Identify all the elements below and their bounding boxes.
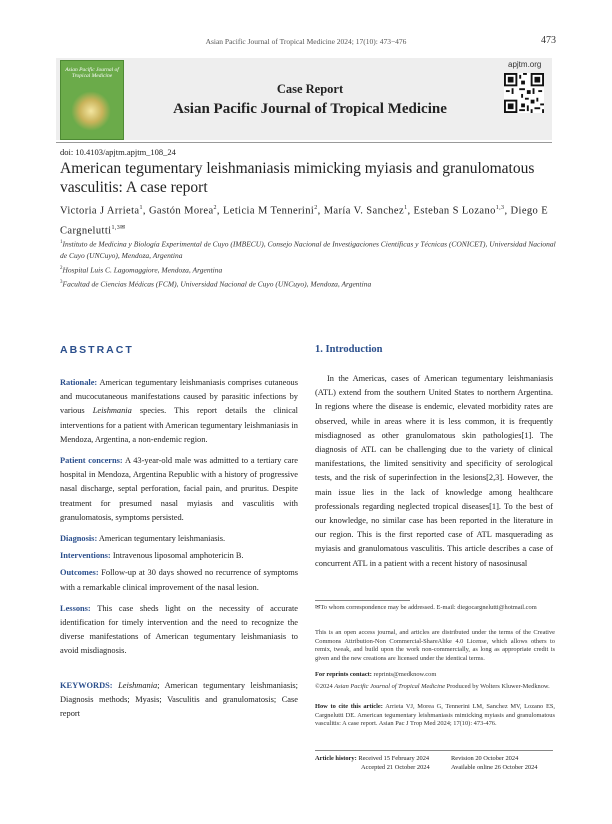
affiliation: $^1$Instituto de Medicina y Biología Experimental de Cuyo (IMBECU), Consejo Nacional de Investigaciones Científicas y Técnicas (CONICET), Universidad Nacional de Cuyo (UNCuyo), Mendoza, Argentina: [60, 239, 556, 260]
divider: [56, 142, 552, 143]
abstract-concerns: Patient concerns: A 43-year-old male was admitted to a tertiary care hospital in Mendoza, Argentina Republic with a history of progressive nasal discharge, septal perforation, facial pain, and pruritus. Despite treatment for presumed nasal myiasis and vasculitis with granulomatosis, symptoms persisted.: [60, 456, 298, 522]
author-affil-mark: 1,3: [495, 205, 505, 211]
running-head: Asian Pacific Journal of Tropical Medicine 2024; 17(10): 473−476: [205, 37, 407, 46]
online-date: Available online 26 October 2024: [451, 764, 538, 771]
author: María V. Sanchez: [323, 205, 405, 217]
abstract-diagnosis: Diagnosis: American tegumentary leishmaniasis.: [60, 534, 226, 544]
correspondence-note: ✉To whom correspondence may be addressed. E-mail: diegocargnelutti@hotmail.com: [315, 604, 537, 611]
doi[interactable]: doi: 10.4103/apjtm.apjtm_108_24: [60, 147, 176, 157]
article-history: [315, 754, 555, 772]
cover-emblem: [71, 91, 111, 131]
abstract-rationale: Rationale: American tegumentary leishmaniasis comprises cutaneous and mucocutaneous manifestations caused by parasitic infections by various Leishmania species. This report details the clinical interventions for a patient with American tegumentary leishmaniasis in Mendoza, Argentina, a non-endemic region.: [60, 378, 298, 444]
author: Leticia M Tennerini: [222, 205, 315, 217]
revision-date: Revision 20 October 2024: [451, 755, 519, 762]
history-label: Article history:: [315, 755, 357, 762]
intro-body: [315, 372, 553, 571]
abstract-heading: ABSTRACT: [60, 344, 134, 356]
page-number: 473: [541, 35, 556, 46]
abstract-outcomes: Outcomes: Follow-up at 30 days showed no recurrence of symptoms with a remarkable clinical improvement of the nasal lesion.: [60, 568, 298, 592]
intro-heading: 1. Introduction: [315, 344, 383, 355]
author: Victoria J Arrieta: [60, 205, 140, 217]
affiliation: $^3$Facultad de Ciencias Médicas (FCM), Universidad Nacional de Cuyo (UNCuyo), Mendoza, Argentina: [60, 279, 372, 289]
journal-cover-image: [60, 60, 124, 140]
footnote-divider: [315, 600, 410, 601]
affiliation: $^2$Hospital Luis C. Lagomaggiore, Mendoza, Argentina: [60, 265, 223, 275]
intro-paragraph: In the Americas, cases of American tegumentary leishmaniasis (ATL) extend from the southern United States to northern Argentina. In regions where the disease is endemic, elevated morbidity rates are observed, while in areas where it is less common, it is frequently misdiagnosed as other granulomatous skin pathologies[1]. The diagnosis of ATL can be challenging due to the variety of clinical manifestations, the limited sensitivity and specificity of serological tests, and the risk of superinfection in the lesions[2,3]. However, the main issue lies in the lack of knowledge among healthcare professionals regarding neglected tropical diseases[1]. To the best of our knowledge, no similar case has been reported in the literature in our region. This is the first reported case of ATL masquerading as myiasis and granulomatous vasculitis. This article describes a case of concurrent ATL in a patient with a recent history of nasosinusal: [315, 374, 553, 568]
keywords: KEYWORDS: Leishmania; American tegumentary leishmaniasis; Diagnosis methods; Myasis; Vasculitis and granulomatosis; Case report: [60, 680, 298, 719]
abstract-body: [60, 376, 298, 728]
author-list: Victoria J Arrieta$^1$, Gastón Morea$^2$, Leticia M Tennerini$^2$, María V. Sanchez$^1$, Esteban S Lozano$^{1,3}$, Diego E Cargnelutti$^{1,3✉}$: [60, 205, 549, 236]
author-affil-mark: 2: [213, 205, 217, 211]
journal-title: Asian Pacific Journal of Tropical Medicine: [173, 101, 447, 117]
abstract-interventions: Interventions: Intravenous liposomal amphotericin B.: [60, 551, 244, 561]
journal-banner: [56, 58, 552, 140]
copyright-note: ©2024 Asian Pacific Journal of Tropical Medicine Produced by Wolters Kluwer-Medknow.: [315, 683, 550, 690]
article-title: American tegumentary leishmaniasis mimicking myiasis and granulomatous vasculitis: A case report: [60, 160, 535, 196]
citation-note: How to cite this article: Arrieta VJ, Morea G, Tennerini LM, Sanchez MV, Lozano ES, Cargnelutti DE. American tegumentary leishmaniasis mimicking myiasis and granulomatous vasculitis: A case report. Asian Pac J Trop Med 2024; 17(10): 473-476.: [315, 703, 555, 727]
author: Diego E Cargnelutti: [60, 205, 549, 236]
reprints-note: For reprints contact: reprints@medknow.com: [315, 671, 437, 678]
author: Esteban S Lozano: [413, 205, 496, 217]
author: Gastón Morea: [148, 205, 214, 217]
author-affil-mark: 1,3✉: [111, 224, 126, 231]
license-note: This is an open access journal, and articles are distributed under the terms of the Creative Commons Attribution-Non Commercial-ShareAlike 4.0 License, which allows others to remix, tweak, and build upon the work non-commercially, as long as appropriate credit is given and the new creations are licensed under the identical terms.: [315, 629, 555, 662]
abstract-lessons: Lessons: This case sheds light on the necessity of accurate identification for timely intervention and the need to recognize the diverse manifestations of American tegumentary leishmaniasis to avoid misdiagnosis.: [60, 603, 298, 656]
author-affil-mark: 1: [139, 205, 143, 211]
history-divider: [315, 750, 553, 751]
accepted-date: Accepted 21 October 2024: [361, 764, 430, 771]
received-date: Received 15 February 2024: [358, 755, 430, 762]
journal-site-link[interactable]: apjtm.org: [508, 60, 542, 69]
article-type: Case Report: [276, 82, 344, 96]
author-affil-mark: 1: [404, 205, 408, 211]
cover-title: Asian Pacific Journal of Tropical Medicine: [65, 67, 119, 79]
qr-code-icon: [504, 73, 544, 113]
author-affil-mark: 2: [314, 205, 318, 211]
